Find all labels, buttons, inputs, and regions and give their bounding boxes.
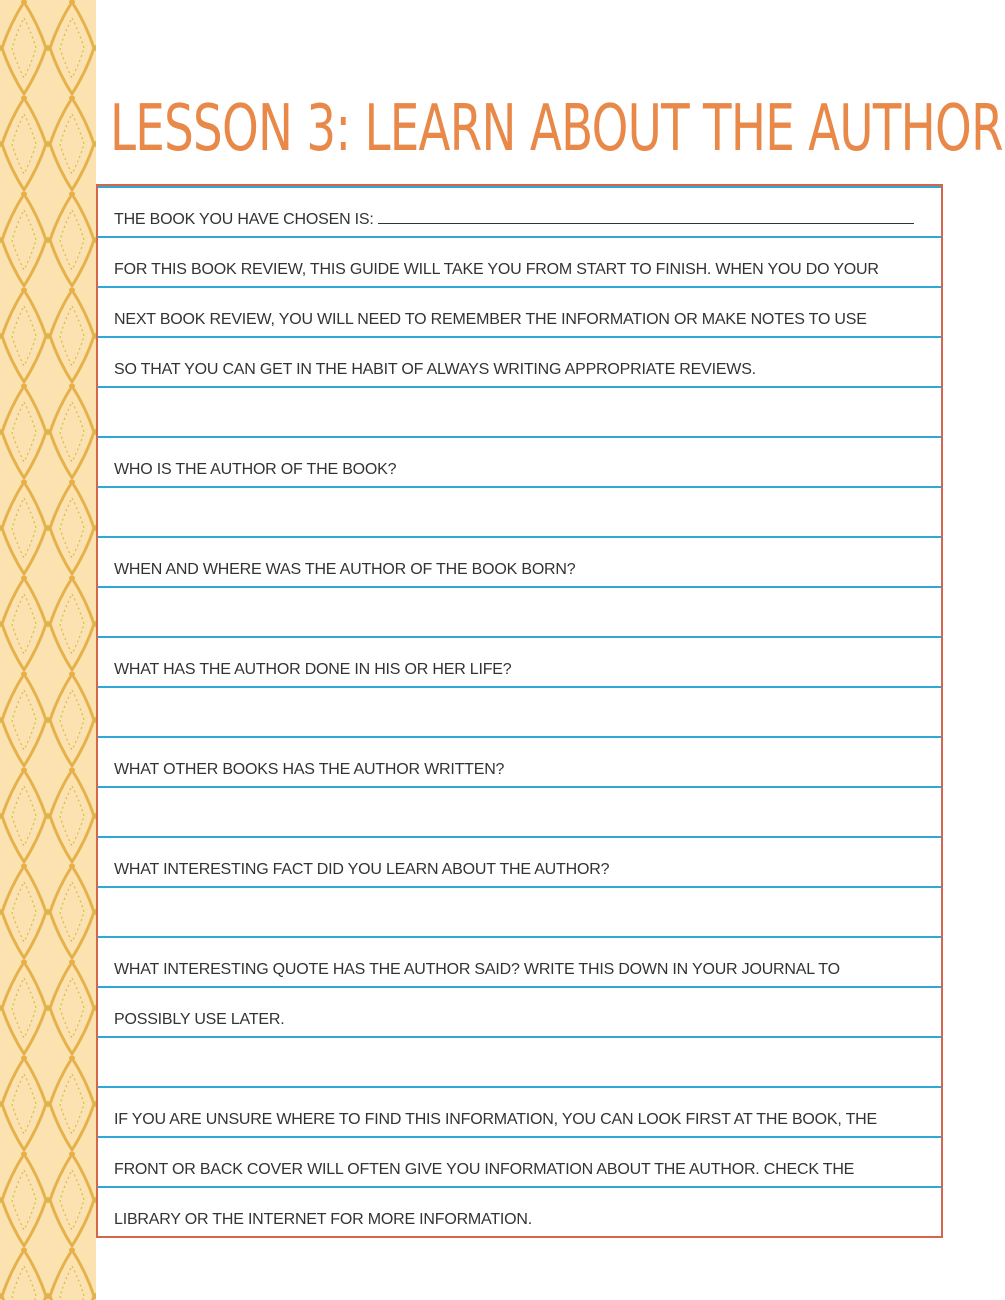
intro-line-3: SO THAT YOU CAN GET IN THE HABIT OF ALWAYS WRITING APPROPRIATE REVIEWS. (114, 361, 756, 378)
tip-line-1: IF YOU ARE UNSURE WHERE TO FIND THIS INFORMATION, YOU CAN LOOK FIRST AT THE BOOK, THE (114, 1111, 877, 1128)
rule-line (98, 1136, 941, 1138)
intro-line-2: NEXT BOOK REVIEW, YOU WILL NEED TO REMEMBER THE INFORMATION OR MAKE NOTES TO USE (114, 311, 867, 328)
question-other-books: WHAT OTHER BOOKS HAS THE AUTHOR WRITTEN? (114, 761, 505, 778)
rule-line (98, 286, 941, 288)
question-life: WHAT HAS THE AUTHOR DONE IN HIS OR HER LIFE? (114, 661, 512, 678)
rule-line (98, 986, 941, 988)
rule-line (98, 186, 941, 188)
book-prompt-row (114, 211, 935, 229)
book-prompt-label: THE BOOK YOU HAVE CHOSEN IS: (114, 211, 374, 228)
rule-line (98, 936, 941, 938)
question-born: WHEN AND WHERE WAS THE AUTHOR OF THE BOOK BORN? (114, 561, 576, 578)
rule-line (98, 836, 941, 838)
book-title-blank[interactable] (378, 222, 914, 224)
decorative-side-pattern (0, 0, 96, 1300)
rule-line (98, 786, 941, 788)
rule-line (98, 336, 941, 338)
rule-line (98, 886, 941, 888)
rule-line (98, 386, 941, 388)
rule-line (98, 686, 941, 688)
tip-line-3: LIBRARY OR THE INTERNET FOR MORE INFORMATION. (114, 1211, 533, 1228)
worksheet-frame (96, 184, 943, 1238)
question-author: WHO IS THE AUTHOR OF THE BOOK? (114, 461, 397, 478)
rule-line (98, 1186, 941, 1188)
rule-line (98, 436, 941, 438)
rule-line (98, 636, 941, 638)
question-quote-line-2: POSSIBLY USE LATER. (114, 1011, 285, 1028)
rule-line (98, 1086, 941, 1088)
question-fact: WHAT INTERESTING FACT DID YOU LEARN ABOUT THE AUTHOR? (114, 861, 610, 878)
rule-line (98, 486, 941, 488)
rule-line (98, 736, 941, 738)
rule-line (98, 536, 941, 538)
rule-line (98, 1036, 941, 1038)
question-quote-line-1: WHAT INTERESTING QUOTE HAS THE AUTHOR SAID? WRITE THIS DOWN IN YOUR JOURNAL TO (114, 961, 840, 978)
tip-line-2: FRONT OR BACK COVER WILL OFTEN GIVE YOU INFORMATION ABOUT THE AUTHOR. CHECK THE (114, 1161, 855, 1178)
page-title: LESSON 3: LEARN ABOUT THE AUTHOR (110, 92, 1003, 166)
intro-line-1: FOR THIS BOOK REVIEW, THIS GUIDE WILL TAKE YOU FROM START TO FINISH. WHEN YOU DO YOUR (114, 261, 879, 278)
rule-line (98, 586, 941, 588)
rule-line (98, 236, 941, 238)
